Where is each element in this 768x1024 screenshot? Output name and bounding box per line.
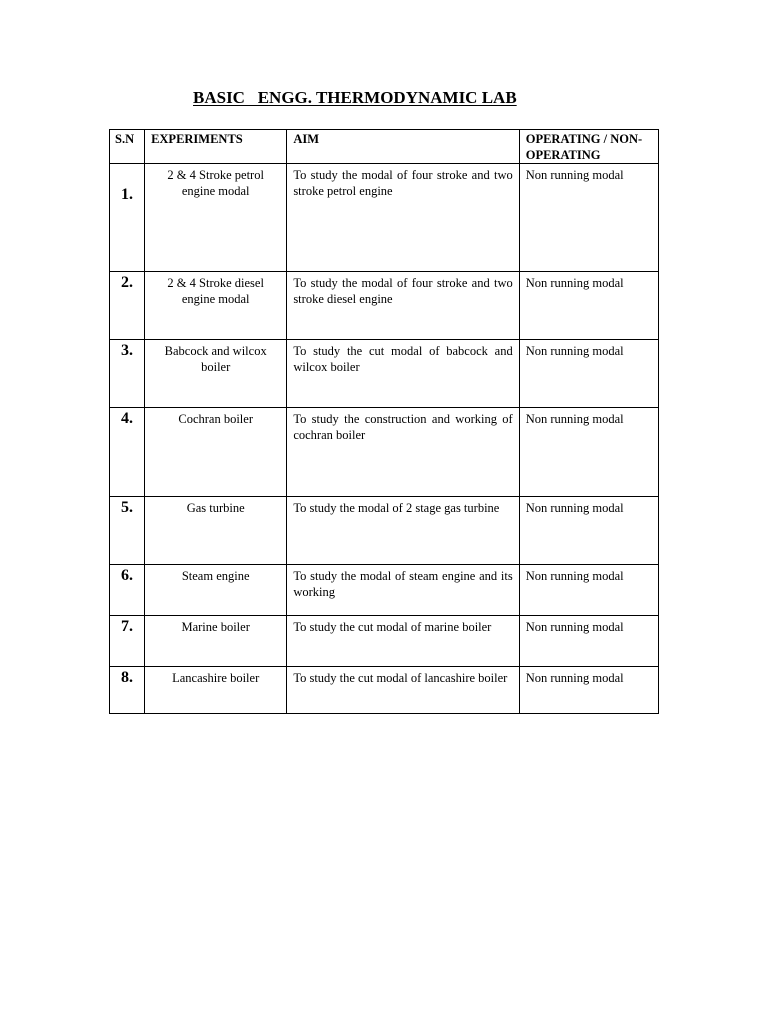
header-sn: S.N [110,130,145,164]
table-row [110,667,659,714]
row-serial-number: 1. [110,164,145,272]
row-serial-number: 6. [110,565,145,616]
row-serial-number: 2. [110,272,145,340]
row-status: Non running modal [519,565,658,616]
row-status: Non running modal [519,164,658,272]
row-experiment: Cochran boiler [145,408,287,497]
row-experiment: 2 & 4 Stroke petrol engine modal [145,164,287,272]
page-title: BASIC ENGG. THERMODYNAMIC LAB [193,88,517,107]
row-status: Non running modal [519,616,658,667]
header-experiments: EXPERIMENTS [145,130,287,164]
table-row [110,616,659,667]
row-serial-number: 8. [110,667,145,714]
row-aim: To study the modal of 2 stage gas turbine [287,497,519,565]
row-aim: To study the modal of four stroke and two stroke petrol engine [287,164,519,272]
row-aim: To study the modal of steam engine and its working [287,565,519,616]
table-row [110,272,659,340]
row-experiment: Gas turbine [145,497,287,565]
row-experiment: Lancashire boiler [145,667,287,714]
row-experiment: 2 & 4 Stroke diesel engine modal [145,272,287,340]
row-aim: To study the modal of four stroke and two stroke diesel engine [287,272,519,340]
table-row [110,164,659,272]
row-aim: To study the construction and working of cochran boiler [287,408,519,497]
row-status: Non running modal [519,667,658,714]
row-status: Non running modal [519,408,658,497]
row-status: Non running modal [519,272,658,340]
row-serial-number: 4. [110,408,145,497]
row-serial-number: 7. [110,616,145,667]
row-experiment: Steam engine [145,565,287,616]
header-aim: AIM [287,130,519,164]
row-aim: To study the cut modal of babcock and wilcox boiler [287,340,519,408]
header-operating: OPERATING / NON-OPERATING [519,130,658,164]
experiments-table [109,129,659,714]
row-experiment: Babcock and wilcox boiler [145,340,287,408]
row-experiment: Marine boiler [145,616,287,667]
row-status: Non running modal [519,497,658,565]
table-header-row [110,130,659,164]
table-row [110,565,659,616]
table-row [110,408,659,497]
row-status: Non running modal [519,340,658,408]
row-serial-number: 5. [110,497,145,565]
table-row [110,497,659,565]
row-aim: To study the cut modal of marine boiler [287,616,519,667]
row-aim: To study the cut modal of lancashire boiler [287,667,519,714]
row-serial-number: 3. [110,340,145,408]
table-row [110,340,659,408]
